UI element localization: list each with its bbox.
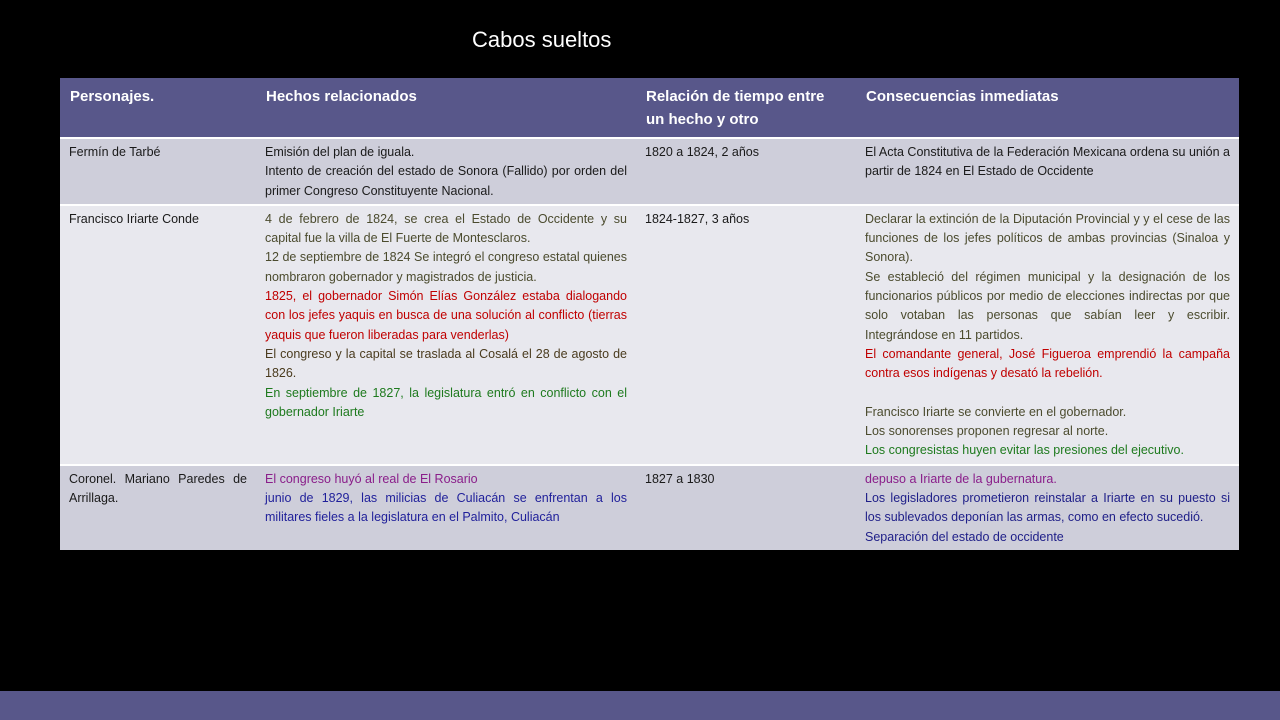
hecho-item: En septiembre de 1827, la legislatura entró en conflicto con el gobernador Iriarte	[265, 385, 627, 419]
consecuencia-item: Se estableció del régimen municipal y la designación de los funcionarios públicos por medio de elecciones indirectas por que solo votaban las personas que sabían leer y escribir. Integrándose en 11 partidos.	[865, 269, 1230, 342]
consecuencia-item: Declarar la extinción de la Diputación Provincial y y el cese de las funciones de los jefes políticos de ambas provincias (Sinaloa y Sonora).	[865, 211, 1230, 265]
tiempo-cell	[636, 205, 856, 465]
personaje-name: Francisco Iriarte Conde	[69, 211, 199, 226]
table-row	[60, 138, 1239, 205]
hecho-item: 12 de septiembre de 1824 Se integró el congreso estatal quienes nombraron gobernador y magistrados de justicia.	[265, 250, 627, 284]
table-header-row	[60, 78, 1239, 138]
hecho-item: 1825, el gobernador Simón Elías González estaba dialogando con los jefes yaquis en busca de una solución al conflicto (tierras yaquis que fueron liberadas para venderlas)	[265, 289, 627, 342]
hecho-item: Intento de creación del estado de Sonora (Fallido) por orden del primer Congreso Constituyente Nacional.	[265, 164, 627, 198]
personaje-name: Coronel. Mariano Paredes de Arrillaga.	[69, 471, 247, 506]
header-tiempo: Relación de tiempo entre un hecho y otro	[636, 78, 856, 138]
consecuencia-item: Francisco Iriarte se convierte en el gobernador.	[865, 404, 1127, 419]
consecuencia-item: Los sonorenses proponen regresar al norte.	[865, 424, 1109, 439]
tiempo-value: 1820 a 1824, 2 años	[645, 145, 759, 159]
hecho-item: El congreso huyó al real de El Rosario	[265, 471, 478, 486]
consecuencia-item: Los congresistas huyen evitar las presiones del ejecutivo.	[865, 443, 1184, 458]
consecuencias-cell	[856, 465, 1239, 550]
header-personajes: Personajes.	[60, 78, 256, 138]
table-row	[60, 465, 1239, 550]
events-table	[60, 78, 1239, 550]
tiempo-value: 1827 a 1830	[645, 471, 715, 486]
personaje-cell	[60, 465, 256, 550]
slide-title: Cabos sueltos	[472, 27, 612, 52]
consecuencia-item: El comandante general, José Figueroa emprendió la campaña contra esos indígenas y desató la rebelión.	[865, 346, 1230, 381]
consecuencia-item: Separación del estado de occidente	[865, 529, 1064, 544]
hecho-item: 4 de febrero de 1824, se crea el Estado de Occidente y su capital fue la villa de El Fuerte de Montesclaros.	[265, 211, 627, 246]
personaje-cell	[60, 205, 256, 465]
hechos-cell	[256, 138, 636, 205]
consecuencia-item: Los legisladores prometieron reinstalar a Iriarte en su puesto si los sublevados deponían las armas, como en efecto sucedió.	[865, 491, 1230, 525]
consecuencia-item: depuso a Iriarte de la gubernatura.	[865, 471, 1057, 486]
tiempo-value: 1824-1827, 3 años	[645, 211, 750, 226]
consecuencias-cell	[856, 205, 1239, 465]
personaje-cell	[60, 138, 256, 205]
personaje-name: Fermín de Tarbé	[69, 145, 161, 159]
tiempo-cell	[636, 465, 856, 550]
consecuencias-cell	[856, 138, 1239, 205]
hecho-item: El congreso y la capital se traslada al Cosalá el 28 de agosto de 1826.	[265, 346, 627, 381]
bottom-band	[0, 691, 1280, 720]
hecho-item: junio de 1829, las milicias de Culiacán se enfrentan a los militares fieles a la legislatura en el Palmito, Culiacán	[265, 491, 627, 525]
header-consecuencias: Consecuencias inmediatas	[856, 78, 1239, 138]
table-row	[60, 205, 1239, 465]
consecuencia-item: El Acta Constitutiva de la Federación Mexicana ordena su unión a partir de 1824 en El Estado de Occidente	[865, 145, 1230, 179]
header-hechos: Hechos relacionados	[256, 78, 636, 138]
tiempo-cell	[636, 138, 856, 205]
blank-line	[865, 384, 1230, 403]
hechos-cell	[256, 465, 636, 550]
hechos-cell	[256, 205, 636, 465]
hecho-item: Emisión del plan de iguala.	[265, 145, 415, 159]
